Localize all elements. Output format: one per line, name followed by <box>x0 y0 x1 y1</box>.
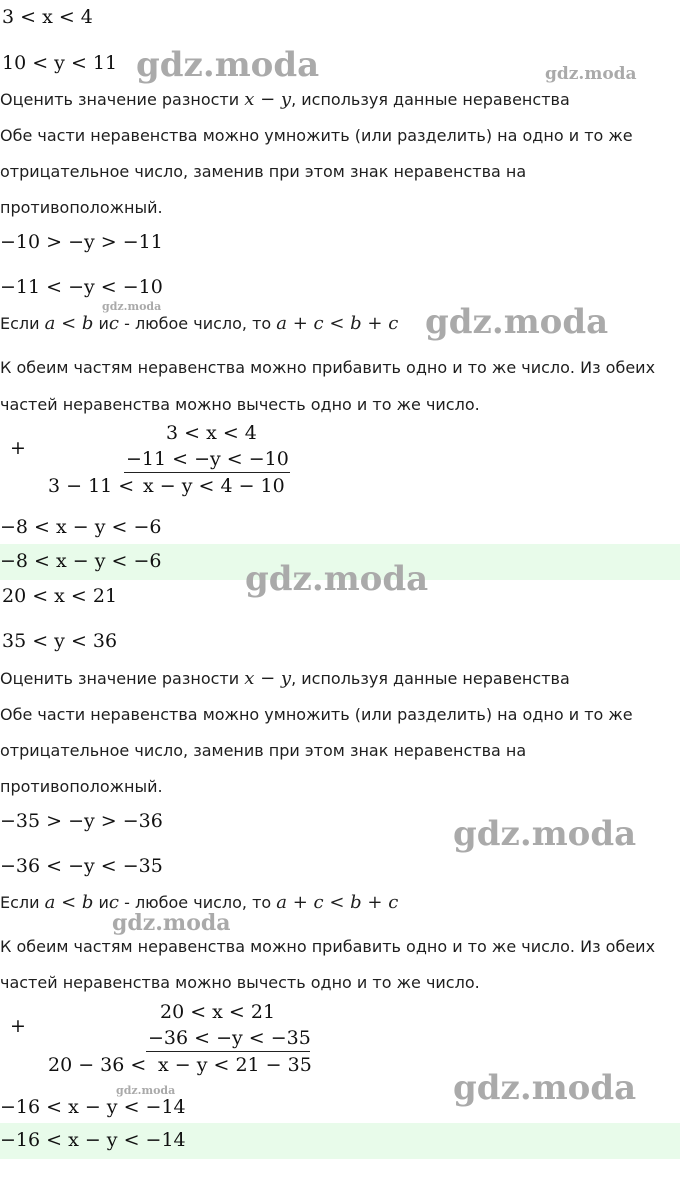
given-x-inequality: 20 < x < 21 <box>2 585 118 607</box>
sum-line <box>124 472 290 473</box>
rule-if: Если <box>0 893 40 912</box>
task-text-end: , используя данные неравенства <box>291 90 570 109</box>
watermark-logo: gdz.moda <box>545 64 637 84</box>
watermark-logo: gdz.moda <box>102 300 162 313</box>
sum-top-row: 20 < x < 21 <box>160 1001 276 1023</box>
task-text-start: Оценить значение разности <box>0 90 240 109</box>
given-y-inequality: 35 < y < 36 <box>2 630 118 652</box>
rule-multiply-line-1: Обе части неравенства можно умножить (или разделить) на одно и то же <box>0 126 633 145</box>
given-x-inequality: 3 < x < 4 <box>2 6 93 28</box>
result-inequality: −16 < x − y < −14 <box>0 1096 186 1118</box>
negated-inequality-flipped: −36 < −y < −35 <box>0 855 163 877</box>
watermark-logo: gdz.moda <box>136 45 320 85</box>
task-text-start: Оценить значение разности <box>0 669 240 688</box>
sum-middle-row: −36 < −y < −35 <box>148 1027 311 1049</box>
rule-multiply-line-1: Обе части неравенства можно умножить (или разделить) на одно и то же <box>0 705 633 724</box>
answer-inequality: −16 < x − y < −14 <box>0 1129 186 1151</box>
rule-multiply-line-3: противоположный. <box>0 198 163 217</box>
rule-any-number: - любое число, то <box>124 314 272 333</box>
rule-and: и <box>98 314 109 333</box>
result-inequality: −8 < x − y < −6 <box>0 516 162 538</box>
rule-a-less-b: a < b <box>44 892 94 913</box>
watermark-logo: gdz.moda <box>116 1084 176 1097</box>
rule-conclusion: a + c < b + c <box>276 892 399 913</box>
rule-any-number: - любое число, то <box>124 893 272 912</box>
task-text <box>0 89 570 110</box>
watermark-logo: gdz.moda <box>112 910 231 936</box>
sum-result-right: x − y < 21 − 35 <box>158 1054 312 1076</box>
rule-conclusion: a + c < b + c <box>276 313 399 334</box>
rule-c: c <box>108 313 119 334</box>
watermark-logo: gdz.moda <box>453 814 637 854</box>
task-expression: x − y <box>244 89 292 110</box>
plus-sign: + <box>10 437 26 459</box>
rule-add-line-2: частей неравенства можно вычесть одно и то же число. <box>0 973 480 992</box>
rule-add-line-1: К обеим частям неравенства можно прибавить одно и то же число. Из обеих <box>0 358 656 377</box>
task-expression: x − y <box>244 668 292 689</box>
task-text <box>0 668 570 689</box>
answer-inequality: −8 < x − y < −6 <box>0 550 162 572</box>
sum-result-left: 20 − 36 < <box>48 1054 147 1076</box>
watermark-logo: gdz.moda <box>425 302 609 342</box>
rule-and: и <box>98 893 109 912</box>
given-y-inequality: 10 < y < 11 <box>2 52 118 74</box>
rule-a-less-b: a < b <box>44 313 94 334</box>
sum-top-row: 3 < x < 4 <box>166 422 257 444</box>
rule-add-line-2: частей неравенства можно вычесть одно и то же число. <box>0 395 480 414</box>
sum-result-right: x − y < 4 − 10 <box>143 475 285 497</box>
negated-inequality: −35 > −y > −36 <box>0 810 163 832</box>
negated-inequality-flipped: −11 < −y < −10 <box>0 276 163 298</box>
negated-inequality: −10 > −y > −11 <box>0 231 163 253</box>
rule-multiply-line-2: отрицательное число, заменив при этом знак неравенства на <box>0 741 527 760</box>
plus-sign: + <box>10 1015 26 1037</box>
sum-middle-row: −11 < −y < −10 <box>126 448 289 470</box>
watermark-logo: gdz.moda <box>453 1068 637 1108</box>
rule-multiply-line-2: отрицательное число, заменив при этом знак неравенства на <box>0 162 527 181</box>
rule-if: Если <box>0 314 40 333</box>
task-text-end: , используя данные неравенства <box>291 669 570 688</box>
sum-result-left: 3 − 11 < <box>48 475 135 497</box>
rule-add-line-1: К обеим частям неравенства можно прибавить одно и то же число. Из обеих <box>0 937 656 956</box>
rule-multiply-line-3: противоположный. <box>0 777 163 796</box>
sum-line <box>146 1051 310 1052</box>
addition-rule <box>0 313 398 334</box>
watermark-logo: gdz.moda <box>245 559 429 599</box>
rule-c: c <box>108 892 119 913</box>
